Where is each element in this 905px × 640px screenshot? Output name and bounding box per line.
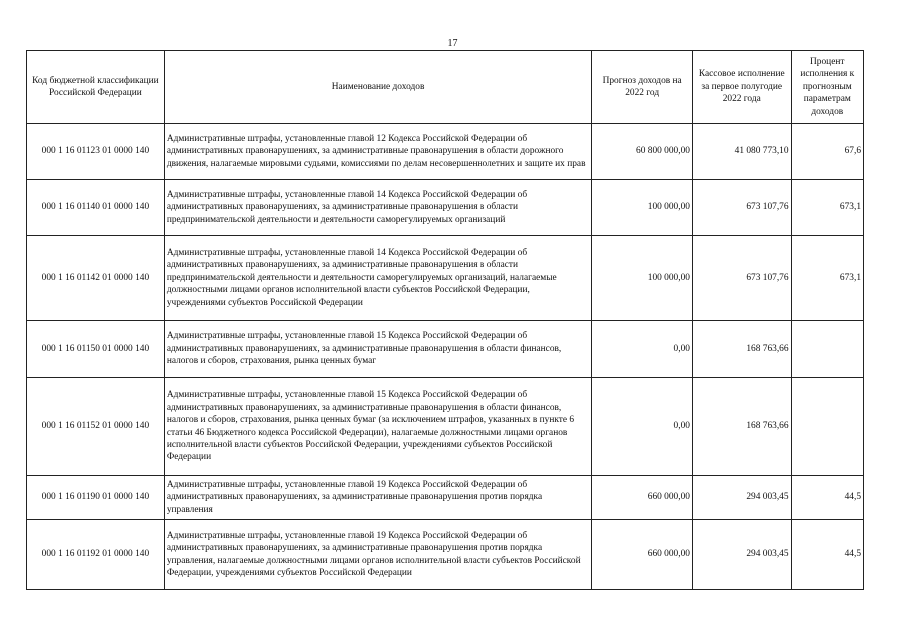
row-cash: 673 107,76 <box>692 236 791 321</box>
row-name: Административные штрафы, установленные главой 14 Кодекса Российской Федерации об административных правонарушениях, за административные правонарушения в области предпринимательской деятельности и деятельности саморегулируемых организаций <box>164 180 592 236</box>
row-percent: 44,5 <box>791 476 863 520</box>
row-code: 000 1 16 01152 01 0000 140 <box>27 378 165 476</box>
header-code: Код бюджетной классификации Российской Федерации <box>27 51 165 124</box>
row-name: Административные штрафы, установленные главой 15 Кодекса Российской Федерации об административных правонарушениях, за административные правонарушения в области финансов, налогов и сборов, страхования, рынка ценных бумаг (за исключением штрафов, указанных в пункте 6 статьи 46 Бюджетного кодекса Российской Федерации), налагаемые должностными лицами органов исполнительной власти субъектов Российской Федерации, учреждениями субъектов Российской Федерации <box>164 378 592 476</box>
table-row <box>27 378 864 476</box>
row-percent: 67,6 <box>791 124 863 180</box>
revenue-table <box>26 50 864 590</box>
row-cash: 673 107,76 <box>692 180 791 236</box>
row-code: 000 1 16 01123 01 0000 140 <box>27 124 165 180</box>
table-header-row <box>27 51 864 124</box>
table-row <box>27 476 864 520</box>
row-percent: 673,1 <box>791 180 863 236</box>
row-cash: 168 763,66 <box>692 378 791 476</box>
row-forecast: 660 000,00 <box>592 476 693 520</box>
row-name: Административные штрафы, установленные главой 12 Кодекса Российской Федерации об административных правонарушениях, за административные правонарушения в области дорожного движения, налагаемые мировыми судьями, комиссиями по делам несовершеннолетних и защите их прав <box>164 124 592 180</box>
page-number: 17 <box>447 38 458 49</box>
row-percent <box>791 321 863 378</box>
row-forecast: 0,00 <box>592 321 693 378</box>
row-percent <box>791 378 863 476</box>
row-cash: 294 003,45 <box>692 520 791 590</box>
header-name: Наименование доходов <box>164 51 592 124</box>
row-cash: 168 763,66 <box>692 321 791 378</box>
row-code: 000 1 16 01150 01 0000 140 <box>27 321 165 378</box>
row-percent: 44,5 <box>791 520 863 590</box>
row-forecast: 100 000,00 <box>592 236 693 321</box>
table-row <box>27 180 864 236</box>
header-forecast: Прогноз доходов на 2022 год <box>592 51 693 124</box>
row-code: 000 1 16 01192 01 0000 140 <box>27 520 165 590</box>
row-code: 000 1 16 01142 01 0000 140 <box>27 236 165 321</box>
header-cash: Кассовое исполнение за первое полугодие 2022 года <box>692 51 791 124</box>
row-forecast: 100 000,00 <box>592 180 693 236</box>
header-percent: Процент исполнения к прогнозным параметрам доходов <box>791 51 863 124</box>
row-name: Административные штрафы, установленные главой 19 Кодекса Российской Федерации об административных правонарушениях, за административные правонарушения против порядка управления <box>164 476 592 520</box>
row-forecast: 660 000,00 <box>592 520 693 590</box>
row-name: Административные штрафы, установленные главой 14 Кодекса Российской Федерации об административных правонарушениях, за административные правонарушения в области предпринимательской деятельности и деятельности саморегулируемых организаций, налагаемые должностными лицами органов исполнительной власти субъектов Российской Федерации, учреждениями субъектов Российской Федерации <box>164 236 592 321</box>
row-code: 000 1 16 01140 01 0000 140 <box>27 180 165 236</box>
row-forecast: 0,00 <box>592 378 693 476</box>
row-name: Административные штрафы, установленные главой 19 Кодекса Российской Федерации об административных правонарушениях, за административные правонарушения против порядка управления, налагаемые должностными лицами органов исполнительной власти субъектов Российской Федерации, учреждениями субъектов Российской Федерации <box>164 520 592 590</box>
row-forecast: 60 800 000,00 <box>592 124 693 180</box>
table-row <box>27 236 864 321</box>
table-row <box>27 520 864 590</box>
table-row <box>27 124 864 180</box>
table-row <box>27 321 864 378</box>
row-cash: 41 080 773,10 <box>692 124 791 180</box>
row-cash: 294 003,45 <box>692 476 791 520</box>
row-name: Административные штрафы, установленные главой 15 Кодекса Российской Федерации об административных правонарушениях, за административные правонарушения в области финансов, налогов и сборов, страхования, рынка ценных бумаг <box>164 321 592 378</box>
row-percent: 673,1 <box>791 236 863 321</box>
row-code: 000 1 16 01190 01 0000 140 <box>27 476 165 520</box>
